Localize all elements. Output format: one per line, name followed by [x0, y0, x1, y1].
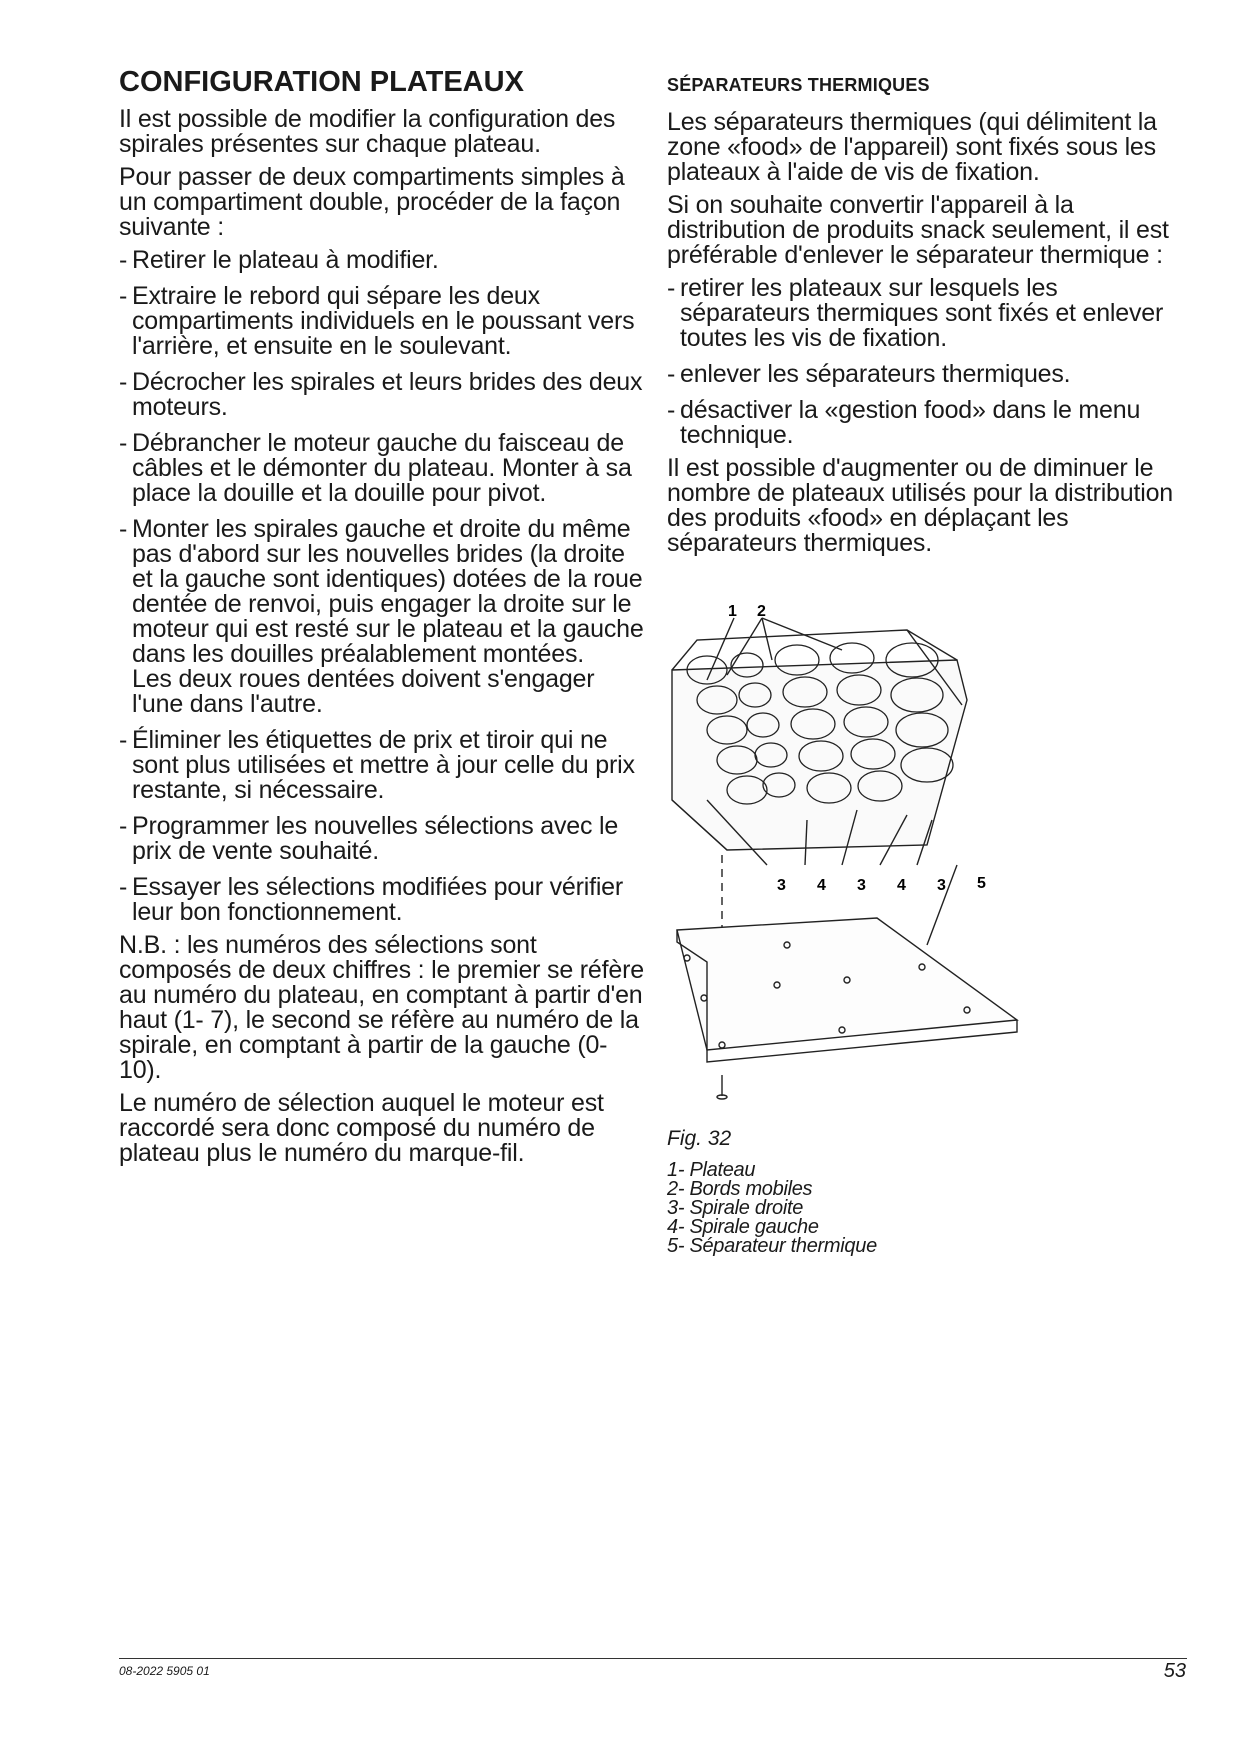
callout-4: 4 [817, 877, 826, 894]
callout-4b: 4 [897, 877, 906, 894]
list-item: - Monter les spirales gauche et droite du même pas d'abord sur les nouvelles brides (la droite et la gauche sont identiques) dotées de la roue dentée de renvoi, puis engager la droite sur le moteur qui est resté sur le plateau et la gauche dans les douilles préalablement montées. Les deux roues dentées doivent s'engager l'une dans l'autre. [119, 517, 644, 717]
callout-3b: 3 [857, 877, 866, 894]
step-note: Les deux roues dentées doivent s'engager l'une dans l'autre. [132, 665, 595, 718]
list-item: - enlever les séparateurs thermiques. [667, 362, 1192, 387]
list-item: - désactiver la «gestion food» dans le menu technique. [667, 398, 1192, 448]
procedure-steps [119, 248, 644, 925]
list-item: - Retirer le plateau à modifier. [119, 248, 644, 273]
legend-item: 4- Spirale gauche [667, 1216, 819, 1238]
paragraph: Les séparateurs thermiques (qui délimitent la zone «food» de l'appareil) sont fixés sous les plateaux à l'aide de vis de fixation. [667, 108, 1157, 186]
removal-steps [667, 276, 1192, 448]
paragraph: Il est possible d'augmenter ou de diminuer le nombre de plateaux utilisés pour la distribution des produits «food» en déplaçant les séparateurs thermiques. [667, 454, 1173, 557]
section-title: CONFIGURATION PLATEAUX [119, 66, 524, 98]
footer-divider [119, 1658, 1187, 1659]
subsection-title: SÉPARATEURS THERMIQUES [667, 75, 930, 95]
intro-paragraph: Il est possible de modifier la configuration des spirales présentes sur chaque plateau. [119, 105, 616, 158]
callout-3: 3 [777, 877, 786, 894]
list-item: - Débrancher le moteur gauche du faisceau de câbles et le démonter du plateau. Monter à sa place la douille et la douille pour pivot. [119, 431, 644, 506]
list-item: - Essayer les sélections modifiées pour vérifier leur bon fonctionnement. [119, 875, 644, 925]
legend-item: 5- Séparateur thermique [667, 1235, 877, 1257]
list-item: - Programmer les nouvelles sélections avec le prix de vente souhaité. [119, 814, 644, 864]
figure-legend [667, 1161, 877, 1256]
left-column [119, 66, 644, 1174]
callout-2: 2 [757, 603, 766, 620]
callout-1: 1 [728, 603, 737, 620]
callout-5: 5 [977, 875, 986, 892]
legend-item: 3- Spirale droite [667, 1197, 804, 1219]
right-column [667, 74, 1192, 564]
nb-note: N.B. : les numéros des sélections sont composés de deux chiffres : le premier se réfère au numéro du plateau, en comptant à partir d'en haut (1- 7), le second se réfère au numéro de la spirale, en comptant à partir de la gauche (0- 10). [119, 931, 644, 1084]
final-paragraph: Le numéro de sélection auquel le moteur est raccordé sera donc composé du numéro de plateau plus le numéro du marque-fil. [119, 1089, 604, 1167]
intro-paragraph-2: Pour passer de deux compartiments simples à un compartiment double, procéder de la façon suivante : [119, 163, 625, 241]
list-item: - retirer les plateaux sur lesquels les séparateurs thermiques sont fixés et enlever toutes les vis de fixation. [667, 276, 1192, 351]
list-item: - Décrocher les spirales et leurs brides des deux moteurs. [119, 370, 644, 420]
list-item: - Extraire le rebord qui sépare les deux compartiments individuels en le poussant vers l'arrière, et ensuite en le soulevant. [119, 284, 644, 359]
page-number: 53 [1163, 1660, 1186, 1682]
paragraph: Si on souhaite convertir l'appareil à la distribution de produits snack seulement, il est préférable d'enlever le séparateur thermique : [667, 191, 1169, 269]
tray-figure [667, 600, 1207, 1130]
list-item: - Éliminer les étiquettes de prix et tiroir qui ne sont plus utilisées et mettre à jour celle du prix restante, si nécessaire. [119, 728, 644, 803]
document-code: 08-2022 5905 01 [119, 1664, 210, 1678]
tray-illustration [667, 600, 1207, 1130]
legend-item: 1- Plateau [667, 1159, 756, 1181]
figure-caption: Fig. 32 [667, 1127, 732, 1150]
legend-item: 2- Bords mobiles [667, 1178, 813, 1200]
callout-3c: 3 [937, 877, 946, 894]
